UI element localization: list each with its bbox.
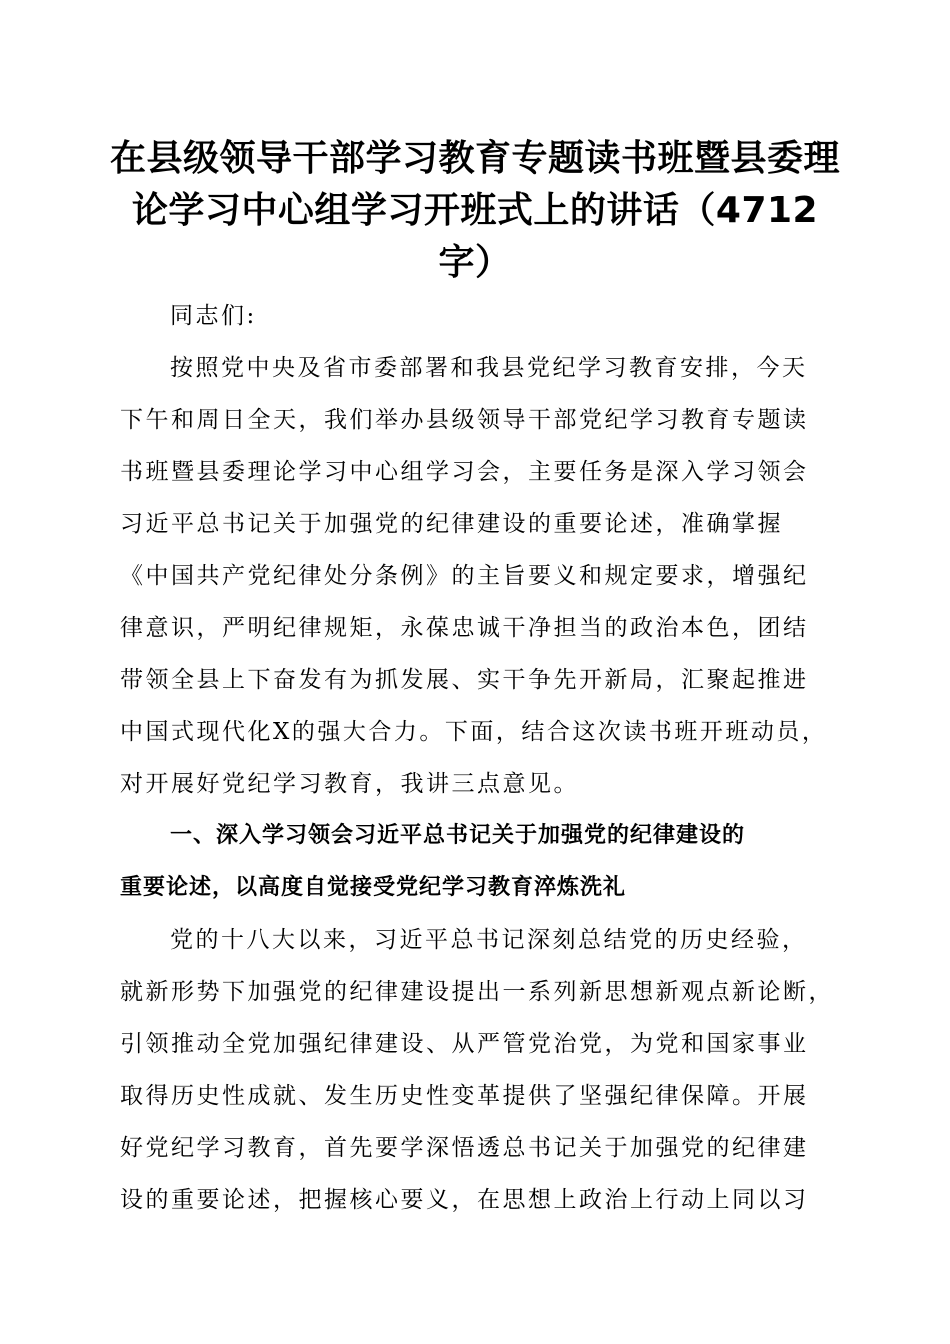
text-line: 中国式现代化X的强大合力。下面，结合这次读书班开班动员，: [120, 719, 828, 745]
text-line: 习近平总书记关于加强党的纪律建设的重要论述，准确掌握: [120, 511, 783, 537]
salutation: 同志们:: [170, 303, 257, 329]
text-line: 引领推动全党加强纪律建设、从严管党治党，为党和国家事业: [120, 1031, 809, 1057]
title-line: 论学习中心组学习开班式上的讲话（4712: [131, 190, 819, 231]
paragraph-2: [120, 914, 835, 1226]
text-line: 律意识，严明纪律规矩，永葆忠诚干净担当的政治本色，团结: [120, 615, 809, 641]
text-line: 就新形势下加强党的纪律建设提出一系列新思想新观点新论断，: [120, 979, 834, 1005]
text-line: 书班暨县委理论学习中心组学习会，主要任务是深入学习领会: [120, 459, 809, 485]
text-line: 对开展好党纪学习教育，我讲三点意见。: [120, 771, 579, 797]
heading-line: 一、深入学习领会习近平总书记关于加强党的纪律建设的: [170, 823, 746, 848]
text-line: 取得历史性成就、发生历史性变革提供了坚强纪律保障。开展: [120, 1083, 809, 1109]
heading-line: 重要论述，以高度自觉接受党纪学习教育淬炼洗礼: [120, 875, 627, 900]
document-title: [100, 133, 850, 289]
document-body: [120, 290, 835, 1226]
paragraph-1: [120, 342, 835, 810]
section-heading-1: [120, 810, 835, 914]
title-line: 字）: [438, 242, 512, 283]
text-line: 按照党中央及省市委部署和我县党纪学习教育安排，今天: [170, 355, 808, 381]
text-line: 下午和周日全天，我们举办县级领导干部党纪学习教育专题读: [120, 407, 809, 433]
text-line: 设的重要论述，把握核心要义，在思想上政治上行动上同以习: [120, 1187, 809, 1213]
text-line: 好党纪学习教育，首先要学深悟透总书记关于加强党的纪律建: [120, 1135, 809, 1161]
title-line: 在县级领导干部学习教育专题读书班暨县委理: [109, 138, 840, 179]
text-line: 《中国共产党纪律处分条例》的主旨要义和规定要求，增强纪: [120, 563, 809, 589]
text-line: 党的十八大以来，习近平总书记深刻总结党的历史经验，: [170, 927, 808, 953]
text-line: 带领全县上下奋发有为抓发展、实干争先开新局，汇聚起推进: [120, 667, 809, 693]
